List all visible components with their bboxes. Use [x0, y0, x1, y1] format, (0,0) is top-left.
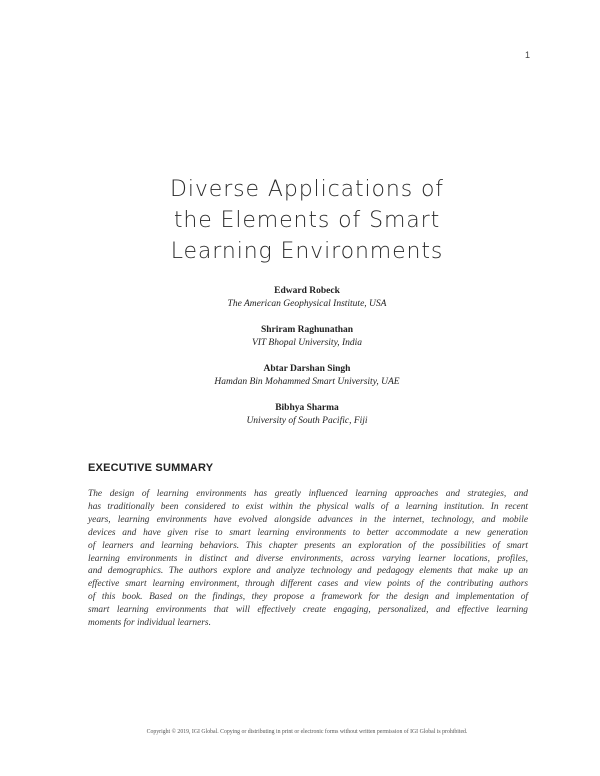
author-affiliation: University of South Pacific, Fiji: [246, 416, 368, 426]
chapter-title: [0, 174, 600, 267]
author-affiliation: The American Geophysical Institute, USA: [227, 299, 387, 309]
summary-line: The design of learning environments has greatly influenced learning approaches and strategies, and: [88, 489, 528, 499]
executive-summary-text: [88, 488, 528, 630]
title-line-3: Learning Environments: [170, 239, 444, 264]
summary-line: devices and have given rise to smart learning environments to better accommodate a new generation: [88, 527, 528, 538]
section-heading: EXECUTIVE SUMMARY: [88, 462, 214, 474]
author-name: Edward Robeck: [274, 286, 340, 296]
author-block: [0, 402, 600, 428]
title-line-1: Diverse Applications of: [170, 177, 444, 202]
author-name: Abtar Darshan Singh: [263, 364, 351, 374]
summary-line: has traditionally been considered to exist within the physical walls of a learning institution. In recent: [88, 501, 528, 512]
summary-line: learning environments in distinct and diverse environments, across varying learner locations, profiles,: [88, 553, 528, 564]
author-affiliation: VIT Bhopal University, India: [251, 338, 363, 348]
title-line-2: the Elements of Smart: [173, 208, 441, 233]
summary-line: smart learning environments that will effectively create engaging, personalized, and effective learning: [88, 605, 528, 616]
author-affiliation: Hamdan Bin Mohammed Smart University, UAE: [214, 377, 400, 387]
author-list: [0, 285, 600, 441]
author-name: Shriram Raghunathan: [260, 325, 354, 335]
author-block: [0, 363, 600, 389]
summary-line: of this book. Based on the findings, they propose a framework for the design and implementation of: [88, 592, 528, 603]
summary-line: of learners and learning behaviors. This chapter presents an exploration of the possibilities of smart: [88, 540, 528, 551]
summary-line: years, learning environments have evolved alongside advances in the internet, technology, and mobile: [88, 514, 528, 525]
copyright-footer: Copyright © 2019, IGI Global. Copying or distributing in print or electronic forms without written permission of IGI Global is prohibited.: [146, 729, 468, 735]
summary-line: and demographics. The authors explore and analyze technology and pedagogy elements that make up an: [88, 566, 528, 577]
author-block: [0, 285, 600, 311]
page-number: 1: [524, 50, 530, 60]
author-name: Bibhya Sharma: [275, 403, 339, 413]
author-block: [0, 324, 600, 350]
summary-line: moments for individual learners.: [88, 618, 211, 629]
summary-line: effective smart learning environment, through different cases and view points of the contributing authors: [88, 579, 528, 590]
